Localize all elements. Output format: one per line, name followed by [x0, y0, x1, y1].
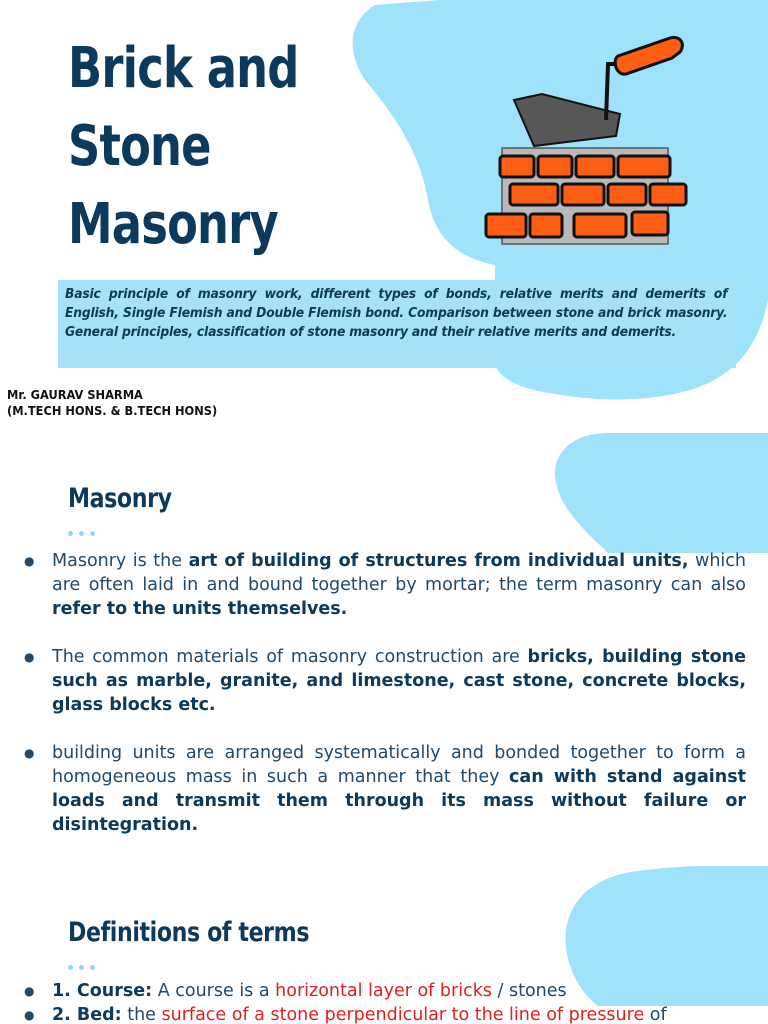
bullet-item: ● building units are arranged systematically and bonded together to form a homogeneous mass in such a manner that they can with stand against loads and transmit them through its mass without failure or disintegration.	[24, 741, 746, 837]
abstract-text: Basic principle of masonry work, different types of bonds, relative merits and demerits of English, Single Flemish and Double Flemish bond. Comparison between stone and brick masonry. General principles, classification of stone masonry and their relative merits and demerits.	[65, 287, 728, 340]
author-block	[7, 387, 217, 419]
title-line-3: Masonry	[68, 192, 278, 257]
section-heading-masonry: Masonry	[68, 483, 172, 514]
masonry-bullet-list	[24, 549, 746, 837]
bullet-item: ● Masonry is the art of building of structures from individual units, which are often laid in and bound together by mortar; the term masonry can also refer to the units themselves.	[24, 549, 746, 621]
abstract-box	[58, 280, 736, 368]
definitions-list	[24, 979, 746, 1024]
definition-item: ● 1. Course: A course is a horizontal layer of bricks / stones	[24, 979, 746, 1003]
decorative-blob-top	[548, 433, 768, 553]
brick-wall-trowel-icon	[480, 30, 700, 250]
content-slide	[0, 433, 768, 1024]
title-line-2: Stone	[68, 114, 211, 179]
slide-title	[68, 30, 299, 264]
section-heading-definitions: Definitions of terms	[68, 917, 310, 948]
author-name: Mr. GAURAV SHARMA	[7, 388, 143, 402]
definition-item: ● 2. Bed: the surface of a stone perpendicular to the line of pressure of	[24, 1003, 746, 1024]
author-qualifications: (M.TECH HONS. & B.TECH HONS)	[7, 404, 218, 418]
heading-dots	[68, 965, 95, 970]
title-line-1: Brick and	[68, 36, 299, 101]
heading-dots	[68, 531, 95, 536]
title-slide	[0, 0, 768, 430]
bullet-item: ● The common materials of masonry construction are bricks, building stone such as marble, granite, and limestone, cast stone, concrete blocks, glass blocks etc.	[24, 645, 746, 717]
